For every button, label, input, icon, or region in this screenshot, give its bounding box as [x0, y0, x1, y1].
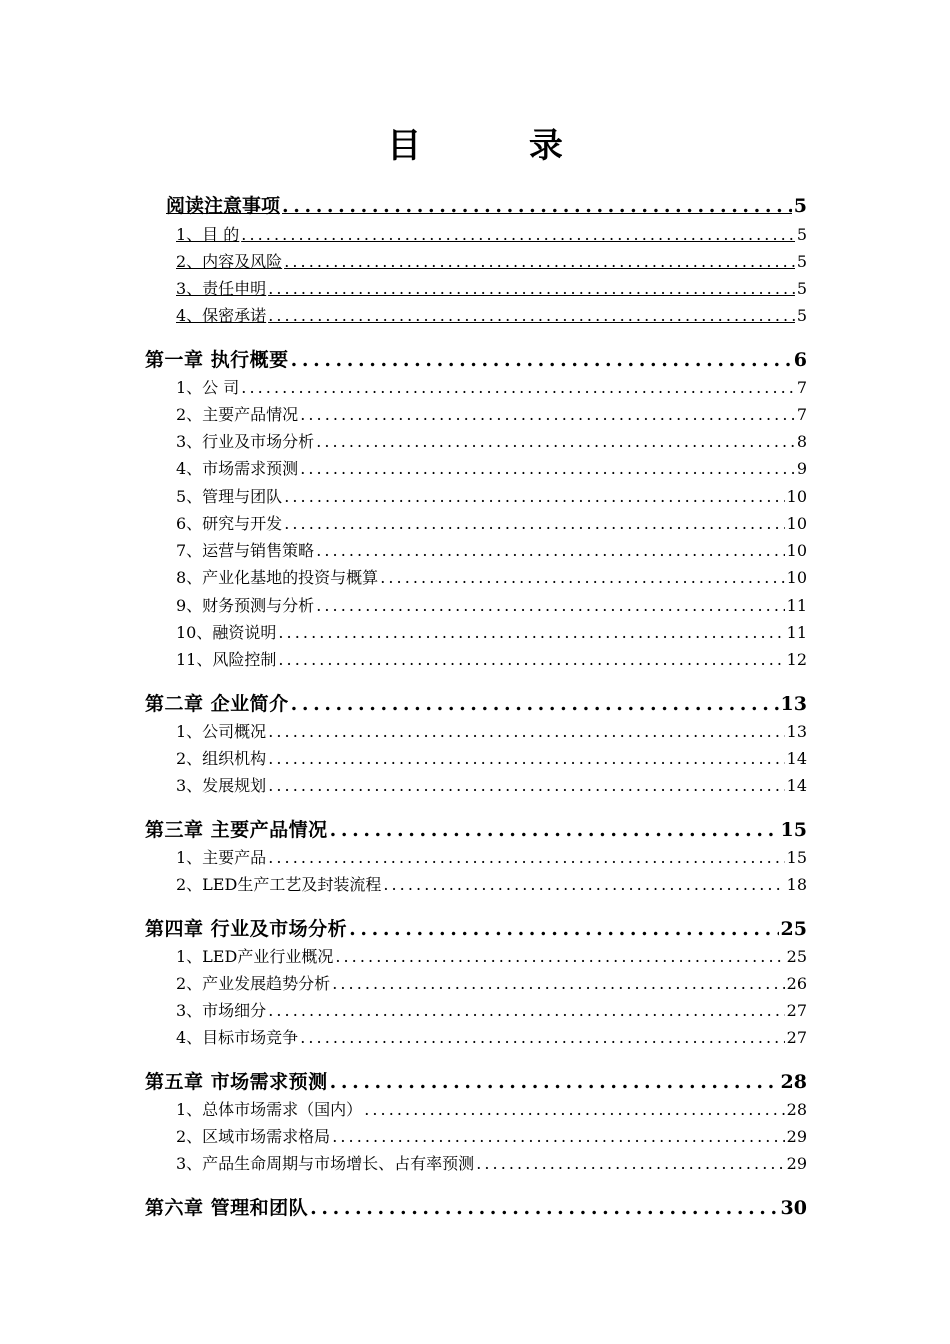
toc-leader: [241, 378, 795, 397]
toc-entry-page: 10: [786, 541, 807, 560]
toc-leader: [316, 541, 784, 560]
toc-leader: [268, 848, 784, 867]
toc-leader: [332, 1127, 784, 1146]
toc-entry-page: 5: [796, 225, 807, 244]
toc-leader: [268, 279, 795, 298]
toc-entry-reading-notes[interactable]: [166, 191, 807, 218]
toc-entry[interactable]: [176, 276, 807, 299]
toc-entry-page: 8: [796, 432, 807, 451]
toc-entry-label: 3、产品生命周期与市场增长、占有率预测: [176, 1154, 475, 1173]
toc-entry-page: 29: [786, 1127, 807, 1146]
toc-leader: [349, 918, 778, 940]
toc-entry[interactable]: [176, 249, 807, 272]
toc-entry[interactable]: [176, 719, 807, 742]
toc-entry-label: 1、LED产业行业概况: [176, 947, 334, 966]
toc-entry-label: 10、融资说明: [176, 623, 277, 642]
toc-entry-page: 26: [786, 974, 807, 993]
toc-entry-page: 5: [793, 195, 807, 217]
toc-entry-label: 3、市场细分: [176, 1001, 267, 1020]
toc-entry-page: 25: [786, 947, 807, 966]
toc-entry-label: 2、主要产品情况: [176, 405, 299, 424]
toc-entry[interactable]: [176, 746, 807, 769]
toc-leader: [300, 459, 795, 478]
toc-entry-page: 18: [786, 875, 807, 894]
toc-leader: [291, 349, 792, 371]
toc-entry[interactable]: [176, 944, 807, 967]
toc-entry-page: 28: [786, 1100, 807, 1119]
toc-leader: [268, 749, 784, 768]
toc-entry-page: 11: [786, 623, 807, 642]
toc-chapter[interactable]: [145, 689, 807, 716]
page-title: 目 录: [387, 126, 611, 166]
toc-entry[interactable]: [176, 593, 807, 616]
toc-leader: [316, 596, 784, 615]
toc-entry[interactable]: [176, 511, 807, 534]
toc-chapter-page: 6: [793, 349, 807, 371]
toc-entry-label: 1、目 的: [176, 225, 240, 244]
toc-entry[interactable]: [176, 303, 807, 326]
toc-entry-label: 1、总体市场需求（国内）: [176, 1100, 363, 1119]
toc-leader: [278, 650, 784, 669]
toc-entry-page: 27: [786, 1028, 807, 1047]
toc-entry-page: 12: [786, 650, 807, 669]
toc-entry[interactable]: [176, 1025, 807, 1048]
toc-entry-page: 14: [786, 776, 807, 795]
toc-entry-label: 2、组织机构: [176, 749, 267, 768]
toc-entry-page: 9: [796, 459, 807, 478]
toc-chapter-label: 第五章 市场需求预测: [145, 1071, 328, 1093]
toc-entry-label: 2、内容及风险: [176, 252, 283, 271]
toc-entry-page: 11: [786, 596, 807, 615]
toc-entry-page: 7: [796, 378, 807, 397]
toc-leader: [330, 819, 779, 841]
toc-entry-label: 2、LED生产工艺及封装流程: [176, 875, 382, 894]
toc-leader: [335, 947, 784, 966]
toc-chapter-label: 第三章 主要产品情况: [145, 819, 328, 841]
toc-entry-page: 13: [786, 722, 807, 741]
toc-entry-label: 6、研究与开发: [176, 514, 283, 533]
toc-entry[interactable]: [176, 773, 807, 796]
toc-entry-label: 4、保密承诺: [176, 306, 267, 325]
toc-entry-page: 27: [786, 1001, 807, 1020]
toc-chapter[interactable]: [145, 914, 807, 941]
toc-entry-label: 2、产业发展趋势分析: [176, 974, 331, 993]
toc-chapter-page: 13: [780, 693, 807, 715]
toc-entry[interactable]: [176, 375, 807, 398]
toc-entry[interactable]: [176, 429, 807, 452]
toc-leader: [300, 1028, 784, 1047]
toc-chapter-page: 30: [780, 1197, 807, 1219]
toc-chapter-label: 第一章 执行概要: [145, 349, 289, 371]
toc-entry-page: 14: [786, 749, 807, 768]
toc-entry[interactable]: [176, 647, 807, 670]
toc-entry[interactable]: [176, 538, 807, 561]
toc-entry[interactable]: [176, 565, 807, 588]
toc-entry-label: 1、公 司: [176, 378, 240, 397]
toc-entry[interactable]: [176, 222, 807, 245]
toc-leader: [284, 252, 795, 271]
toc-entry-page: 10: [786, 487, 807, 506]
toc-entry-page: 5: [796, 306, 807, 325]
toc-chapter-page: 25: [780, 918, 807, 940]
toc-leader: [284, 487, 784, 506]
toc-entry-label: 阅读注意事项: [166, 195, 281, 217]
toc-leader: [241, 225, 795, 244]
toc-entry[interactable]: [176, 872, 807, 895]
toc-entry-label: 1、主要产品: [176, 848, 267, 867]
toc-entry[interactable]: [176, 1097, 807, 1120]
toc-leader: [316, 432, 795, 451]
toc-leader: [268, 306, 795, 325]
toc-entry-label: 1、公司概况: [176, 722, 267, 741]
toc-entry[interactable]: [176, 971, 807, 994]
toc-chapter-page: 28: [780, 1071, 807, 1093]
toc-entry-label: 9、财务预测与分析: [176, 596, 315, 615]
toc-entry-page: 5: [796, 279, 807, 298]
toc-entry-page: 10: [786, 514, 807, 533]
toc-leader: [284, 514, 784, 533]
toc-entry-label: 2、区域市场需求格局: [176, 1127, 331, 1146]
toc-entry[interactable]: [176, 1124, 807, 1147]
toc-entry-page: 15: [786, 848, 807, 867]
toc-leader: [268, 776, 784, 795]
toc-entry-label: 4、市场需求预测: [176, 459, 299, 478]
toc-entry-label: 3、发展规划: [176, 776, 267, 795]
toc-entry-page: 10: [786, 568, 807, 587]
toc-chapter-label: 第六章 管理和团队: [145, 1197, 309, 1219]
toc-chapter-label: 第二章 企业简介: [145, 693, 289, 715]
toc-entry-label: 5、管理与团队: [176, 487, 283, 506]
toc-leader: [330, 1071, 779, 1093]
toc-leader: [268, 1001, 784, 1020]
toc-entry[interactable]: [176, 402, 807, 425]
toc-entry-page: 29: [786, 1154, 807, 1173]
toc-leader: [364, 1100, 784, 1119]
toc-leader: [383, 875, 784, 894]
toc-entry-label: 7、运营与销售策略: [176, 541, 315, 560]
toc-leader: [332, 974, 784, 993]
toc-leader: [291, 693, 779, 715]
toc-entry-page: 7: [796, 405, 807, 424]
toc-chapter-page: 15: [780, 819, 807, 841]
toc-chapter[interactable]: [145, 345, 807, 372]
toc-entry-label: 11、风险控制: [176, 650, 277, 669]
toc-entry[interactable]: [176, 456, 807, 479]
toc-entry[interactable]: [176, 998, 807, 1021]
toc-leader: [310, 1197, 778, 1219]
toc-chapter[interactable]: [145, 1067, 807, 1094]
toc-entry[interactable]: [176, 484, 807, 507]
toc-entry-label: 4、目标市场竞争: [176, 1028, 299, 1047]
toc-leader: [278, 623, 784, 642]
toc-entry-label: 3、责任申明: [176, 279, 267, 298]
toc-leader: [380, 568, 784, 587]
toc-entry-label: 8、产业化基地的投资与概算: [176, 568, 379, 587]
toc-entry-label: 3、行业及市场分析: [176, 432, 315, 451]
toc-entry[interactable]: [176, 1151, 807, 1174]
toc-chapter-label: 第四章 行业及市场分析: [145, 918, 348, 940]
toc-leader: [476, 1154, 784, 1173]
toc-entry[interactable]: [176, 845, 807, 868]
toc-chapter[interactable]: [145, 815, 807, 842]
toc-entry-page: 5: [796, 252, 807, 271]
toc-leader: [268, 722, 784, 741]
toc-leader: [282, 195, 792, 217]
toc-leader: [300, 405, 795, 424]
toc-chapter[interactable]: [145, 1193, 807, 1220]
toc-entry[interactable]: [176, 620, 807, 643]
